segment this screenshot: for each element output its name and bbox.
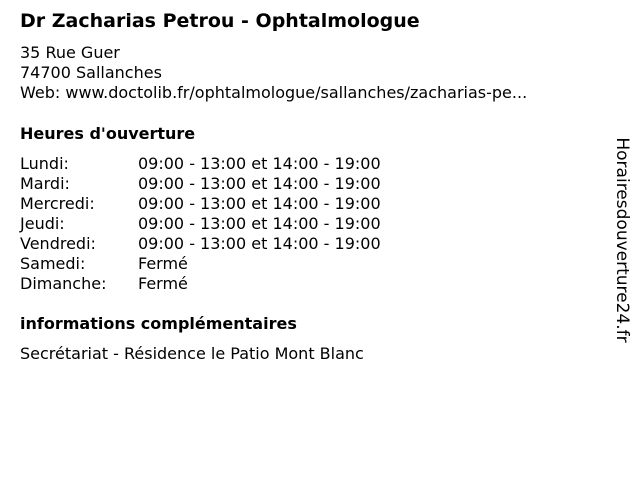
page-title: Dr Zacharias Petrou - Ophtalmologue [20, 10, 420, 32]
hours-table [20, 154, 381, 294]
address-web: Web: www.doctolib.fr/ophtalmologue/sallanches/zacharias-pe... [20, 83, 528, 102]
day-hours: 09:00 - 13:00 et 14:00 - 19:00 [138, 194, 381, 213]
day-hours: 09:00 - 13:00 et 14:00 - 19:00 [138, 214, 381, 233]
day-hours: 09:00 - 13:00 et 14:00 - 19:00 [138, 234, 381, 253]
hours-row-thursday [20, 214, 381, 234]
hours-row-friday [20, 234, 381, 254]
day-label: Samedi: [20, 254, 86, 273]
day-hours: 09:00 - 13:00 et 14:00 - 19:00 [138, 174, 381, 193]
day-label: Dimanche: [20, 274, 107, 293]
day-label: Mercredi: [20, 194, 95, 213]
day-hours: Fermé [138, 254, 188, 273]
day-label: Lundi: [20, 154, 69, 173]
day-label: Jeudi: [20, 214, 65, 233]
address-city: 74700 Sallanches [20, 63, 162, 82]
info-text: Secrétariat - Résidence le Patio Mont Blanc [20, 344, 364, 363]
hours-row-saturday [20, 254, 381, 274]
address-street: 35 Rue Guer [20, 43, 120, 62]
day-label: Mardi: [20, 174, 70, 193]
hours-row-sunday [20, 274, 381, 294]
hours-row-monday [20, 154, 381, 174]
hours-row-wednesday [20, 194, 381, 214]
address-block [20, 43, 527, 103]
day-label: Vendredi: [20, 234, 96, 253]
day-hours: 09:00 - 13:00 et 14:00 - 19:00 [138, 154, 381, 173]
day-hours: Fermé [138, 274, 188, 293]
hours-heading: Heures d'ouverture [20, 124, 196, 143]
hours-row-tuesday [20, 174, 381, 194]
info-heading: informations complémentaires [20, 314, 297, 333]
watermark: Horairesdouverture24.fr [612, 137, 632, 343]
